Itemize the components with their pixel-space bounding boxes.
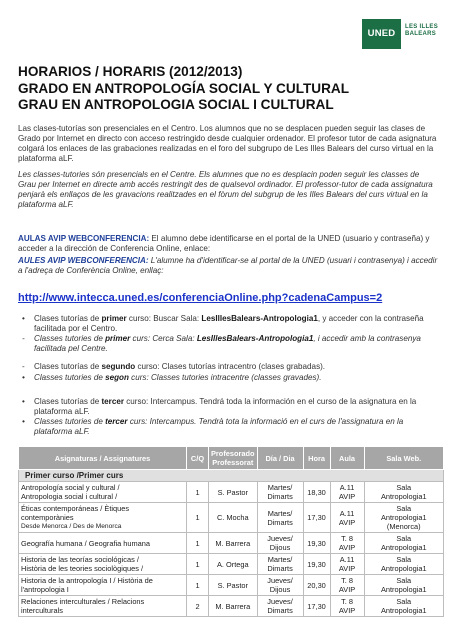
subject-cell: Relaciones interculturales / Relacions interculturals (19, 596, 187, 617)
conference-link[interactable]: http://www.intecca.uned.es/conferenciaOnline.php?cadenaCampus=2 (18, 292, 383, 304)
room-cell: A.11 AVIP (330, 503, 364, 533)
cq-cell: 1 (187, 533, 209, 554)
section-row (19, 470, 444, 482)
header-time: Hora (303, 447, 330, 470)
header-teacher: Profesorado Professorat (209, 447, 258, 470)
title-line: GRADO EN ANTROPOLOGÍA SOCIAL Y CULTURAL (18, 80, 350, 96)
time-cell: 18,30 (303, 482, 330, 503)
teacher-cell: A. Ortega (209, 554, 258, 575)
teacher-cell: S. Pastor (209, 482, 258, 503)
bullet-item: - Classes tutories de primer curs: Cerca Sala: LesIllesBalears-Antropologia1, i accedir amb la contrasenya facilitada pel Centre. (22, 334, 421, 353)
subject-cell: Antropología social y cultural / Antropologia social i cultural / (19, 482, 187, 503)
teacher-cell: M. Barrera (209, 596, 258, 617)
uned-logo (362, 19, 442, 49)
header-cq: C/Q (187, 447, 209, 470)
web-room-cell: Sala Antropologia1 (364, 554, 443, 575)
schedule-table (18, 446, 444, 617)
table-row (19, 533, 444, 554)
room-cell: T. 8 AVIP (330, 575, 364, 596)
intro-catalan: Les classes-tutories són presencials en el Centre. Els alumnes que no es desplacin poden seguir les classes de Grau per Internet en directe amb accés restringit des de qualsevol ordinador. El professor-tutor de cada assignatura penjarà els enllaços de les gravacions realitzades en el fòrum del subgrup de les Illes Balears del curs virtual en la plataforma aLF. (18, 170, 433, 209)
bullet-item: • Classes tutories de segon curs: Classes tutories intracentre (classes gravades). (22, 373, 322, 382)
title-line: HORARIOS / HORARIS (2012/2013) (18, 64, 243, 79)
subject-cell: Historia de la antropología I / Història de l'antropologia I (19, 575, 187, 596)
room-cell: T. 8 AVIP (330, 533, 364, 554)
cq-cell: 1 (187, 575, 209, 596)
time-cell: 17,30 (303, 596, 330, 617)
teacher-cell: M. Barrera (209, 533, 258, 554)
header-room: Aula (330, 447, 364, 470)
room-cell: A.11 AVIP (330, 554, 364, 575)
table-row (19, 596, 444, 617)
intro-spanish: Las clases-tutorías son presenciales en el Centro. Los alumnos que no se desplacen pueden seguir las clases de Grado por Internet en directo con acceso restringido desde cualquier ordenador. El profesor tutor de cada asignatura colgará los enlaces de las grabaciones realizadas en el foro del subgrupo de Les Illes Balears del curso virtual en la plataforma aLF. (18, 124, 437, 163)
page-title (18, 64, 448, 114)
web-room-cell: Sala Antropologia1 (364, 533, 443, 554)
avip-label: AULAS AVIP WEBCONFERENCIA: (18, 234, 150, 243)
day-cell: Martes/ Dimarts (257, 554, 303, 575)
teacher-cell: C. Mocha (209, 503, 258, 533)
logo-mark: UNED (362, 19, 401, 49)
web-room-cell: Sala Antropologia1 (364, 482, 443, 503)
day-cell: Martes/ Dimarts (257, 503, 303, 533)
table-header-row (19, 447, 444, 470)
subject-cell: Geografía humana / Geografia humana (19, 533, 187, 554)
cq-cell: 1 (187, 554, 209, 575)
subject-cell: Éticas contemporáneas / Ètiques contemporànies Desde Menorca / Des de Menorca (19, 503, 187, 533)
title-line: GRAU EN ANTROPOLOGIA SOCIAL I CULTURAL (18, 97, 334, 112)
time-cell: 19,30 (303, 554, 330, 575)
cq-cell: 2 (187, 596, 209, 617)
web-room-cell: Sala Antropologia1 (364, 596, 443, 617)
room-cell: T. 8 AVIP (330, 596, 364, 617)
teacher-cell: S. Pastor (209, 575, 258, 596)
time-cell: 20,30 (303, 575, 330, 596)
cq-cell: 1 (187, 503, 209, 533)
logo-subtitle: LES ILLES BALEARS (405, 24, 439, 37)
bullet-item: • Clases tutorías de primer curso: Buscar Sala: LesIllesBalears-Antropologia1, y acceder con la contraseña facilitada por el Centro. (22, 314, 424, 333)
header-subjects: Asignaturas / Assignatures (19, 447, 187, 470)
web-room-cell: Sala Antropologia1 (Menorca) (364, 503, 443, 533)
section-title: Primer curso /Primer curs (19, 470, 444, 482)
header-day: Día / Dia (257, 447, 303, 470)
avip-spanish: AULAS AVIP WEBCONFERENCIA: El alumno debe identificarse en el portal de la UNED (usuario y contraseña) y acceder a la dirección de Conferencia Online, enlace: (18, 234, 430, 253)
bullet-item: • Classes tutories de tercer curs: Intercampus. Tendrà tota la informació en el curs de l'assignatura en la plataforma aLF. (22, 417, 404, 436)
avip-catalan: AULES AVIP WEBCONFERENCIA: L'alumne ha d'identificar-se al portal de la UNED (usuari i contrasenya) i accedir a l'adreça de Conferència Online, enllaç: (18, 256, 438, 275)
day-cell: Jueves/ Dijous (257, 575, 303, 596)
day-cell: Jueves/ Dimarts (257, 596, 303, 617)
subject-cell: Historia de las teorías sociológicas / Història de les teories sociològiques / (19, 554, 187, 575)
table-row (19, 554, 444, 575)
table-row (19, 503, 444, 533)
time-cell: 17,30 (303, 503, 330, 533)
bullet-item: - Clases tutorías de segundo curso: Clases tutorías intracentro (clases grabadas). (22, 362, 326, 371)
table-row (19, 482, 444, 503)
avip-label: AULES AVIP WEBCONFERENCIA: (18, 256, 149, 265)
table-row (19, 575, 444, 596)
web-room-cell: Sala Antropologia1 (364, 575, 443, 596)
header-web-room: Sala Web. (364, 447, 443, 470)
cq-cell: 1 (187, 482, 209, 503)
day-cell: Martes/ Dimarts (257, 482, 303, 503)
time-cell: 19,30 (303, 533, 330, 554)
room-cell: A.11 AVIP (330, 482, 364, 503)
day-cell: Jueves/ Dijous (257, 533, 303, 554)
bullet-item: • Clases tutorías de tercer curso: Intercampus. Tendrá toda la información en el curso de la asignatura en la plataforma aLF. (22, 397, 417, 416)
